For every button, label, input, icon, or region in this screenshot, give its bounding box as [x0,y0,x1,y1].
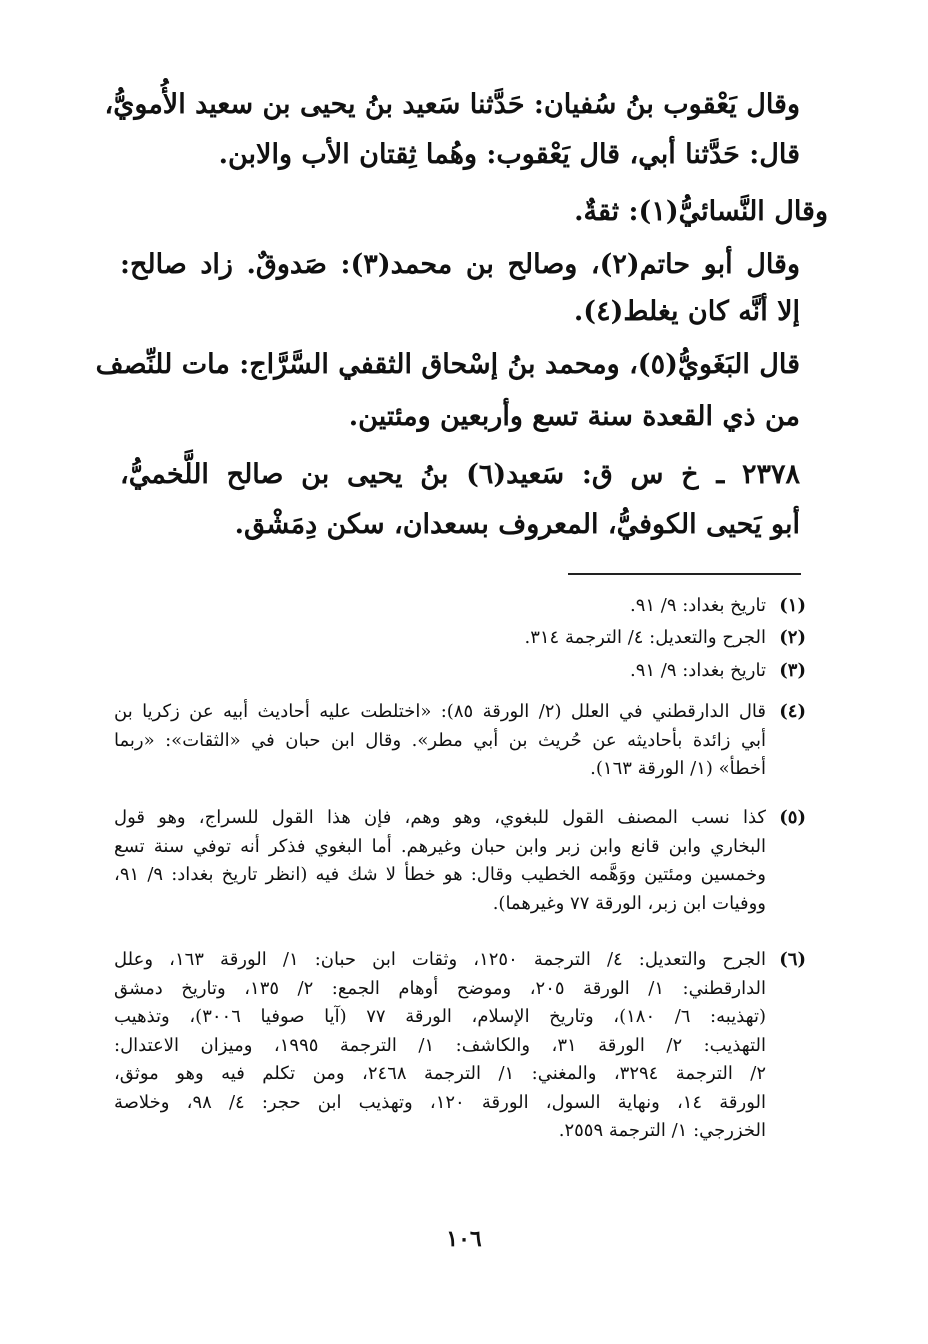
footnote-text: البخاري وابن قانع وابن زبر وابن حبان وغيرهم. أما البغوي فذكر أنه توفي سنة تسع [114,835,766,857]
footnote-text: كذا نسب المصنف القول للبغوي، وهو وهم، فإن هذا القول للسراج، وهو قول [114,807,766,828]
footnote-number: (٢) [779,627,806,648]
footnote-5 [114,804,806,918]
footnote-text: الجرح والتعديل: ٤/ الترجمة ٣١٤. [524,627,766,648]
footnote-1 [114,592,806,621]
footnote-text: ٢/ الترجمة ٣٢٩٤، والمغني: ١/ الترجمة ٢٤٦٨، ومن تكلم فيه وهو موثق، [114,1063,766,1084]
footnote-text: أخطأ» (١/ الورقة ١٦٣). [590,758,766,779]
footnote-text: ووفيات ابن زبر، الورقة ٧٧ وغيرهما). [492,892,766,914]
main-text-line: قال: حَدَّثنا أبي، قال يَعْقوب: وهُما ثِقتان الأب والابن. [218,139,800,170]
main-text-line: إلا أنَّه كان يغلط(٤). [573,296,800,327]
footnote-text: الورقة ١٤، ونهاية السول، الورقة ١٢٠، وتهذيب ابن حجر: ٤/ ٩٨، وخلاصة [114,1091,766,1113]
footnote-number: (١) [779,595,806,616]
footnote-text: تاريخ بغداد: ٩/ ٩١. [629,660,766,681]
footnote-number: (٤) [779,701,806,722]
footnote-4 [114,698,806,784]
entry-heading-line: ٢٣٧٨ ـ خ س ق: سَعيد(٦) بنُ يحيى بن صالح اللَّخميُّ، [120,459,800,490]
main-text-line: أبو يَحيى الكوفيُّ، المعروف بسعدان، سكن دِمَشْق. [234,509,800,540]
footnote-6 [114,946,806,1146]
footnote-text: الجرح والتعديل: ٤/ الترجمة ١٢٥٠، وثقات ابن حبان: ١/ الورقة ١٦٣، وعلل [114,949,767,970]
main-text-line: وقال يَعْقوب بنُ سُفيان: حَدَّثنا سَعيد بنُ يحيى بن سعيد الأُمويُّ، [104,89,800,120]
main-text-line: وقال النَّسائيُّ(١): ثقةٌ. [574,196,828,227]
footnote-text: التهذيب: ٢/ الورقة ٣١، والكاشف: ١/ الترجمة ١٩٩٥، وميزان الاعتدال: [114,1034,767,1056]
footnote-3 [114,657,806,686]
footnote-text: (تهذيبه: ٦/ ١٨٠)، وتاريخ الإسلام، الورقة ٧٧ (آيا صوفيا ٣٠٠٦)، وتذهيب [114,1006,766,1027]
footnote-text: قال الدارقطني في العلل (٢/ الورقة ٨٥): «اختلطت عليه أحاديث أبيه عن زكريا بن [114,701,767,722]
footnote-separator [568,573,801,575]
footnote-2 [114,624,806,653]
main-text-line: من ذي القعدة سنة تسع وأربعين ومئتين. [348,401,800,432]
footnote-text: الخزرجي: ١/ الترجمة ٢٥٥٩. [558,1120,766,1141]
page-number: ١٠٦ [446,1226,482,1252]
main-text-line: قال البَغَويُّ(٥)، ومحمد بنُ إسْحاق الثقفي السَّرَّاج: مات للنِّصف [95,349,800,380]
footnote-number: (٣) [779,660,806,681]
footnote-number: (٥) [779,807,806,828]
footnote-text: الدارقطني: ١/ الورقة ٢٠٥، وموضح أوهام الجمع: ٢/ ١٣٥، وتاريخ دمشق [114,977,766,999]
footnote-text: تاريخ بغداد: ٩/ ٩١. [629,595,766,616]
footnote-text: وخمسين ومئتين ووَهَّمه الخطيب وقال: هو خطأ لا شك فيه (انظر تاريخ بغداد: ٩/ ٩١، [114,864,766,885]
main-text-line: وقال أبو حاتم(٢)، وصالح بن محمد(٣): صَدوقٌ. زاد صالح: [120,249,801,280]
footnote-number: (٦) [779,949,806,970]
footnote-text: أبي زائدة بأحاديثه عن حُريث بن أبي مطر». وقال ابن حبان في «الثقات»: «ربما [114,729,766,751]
